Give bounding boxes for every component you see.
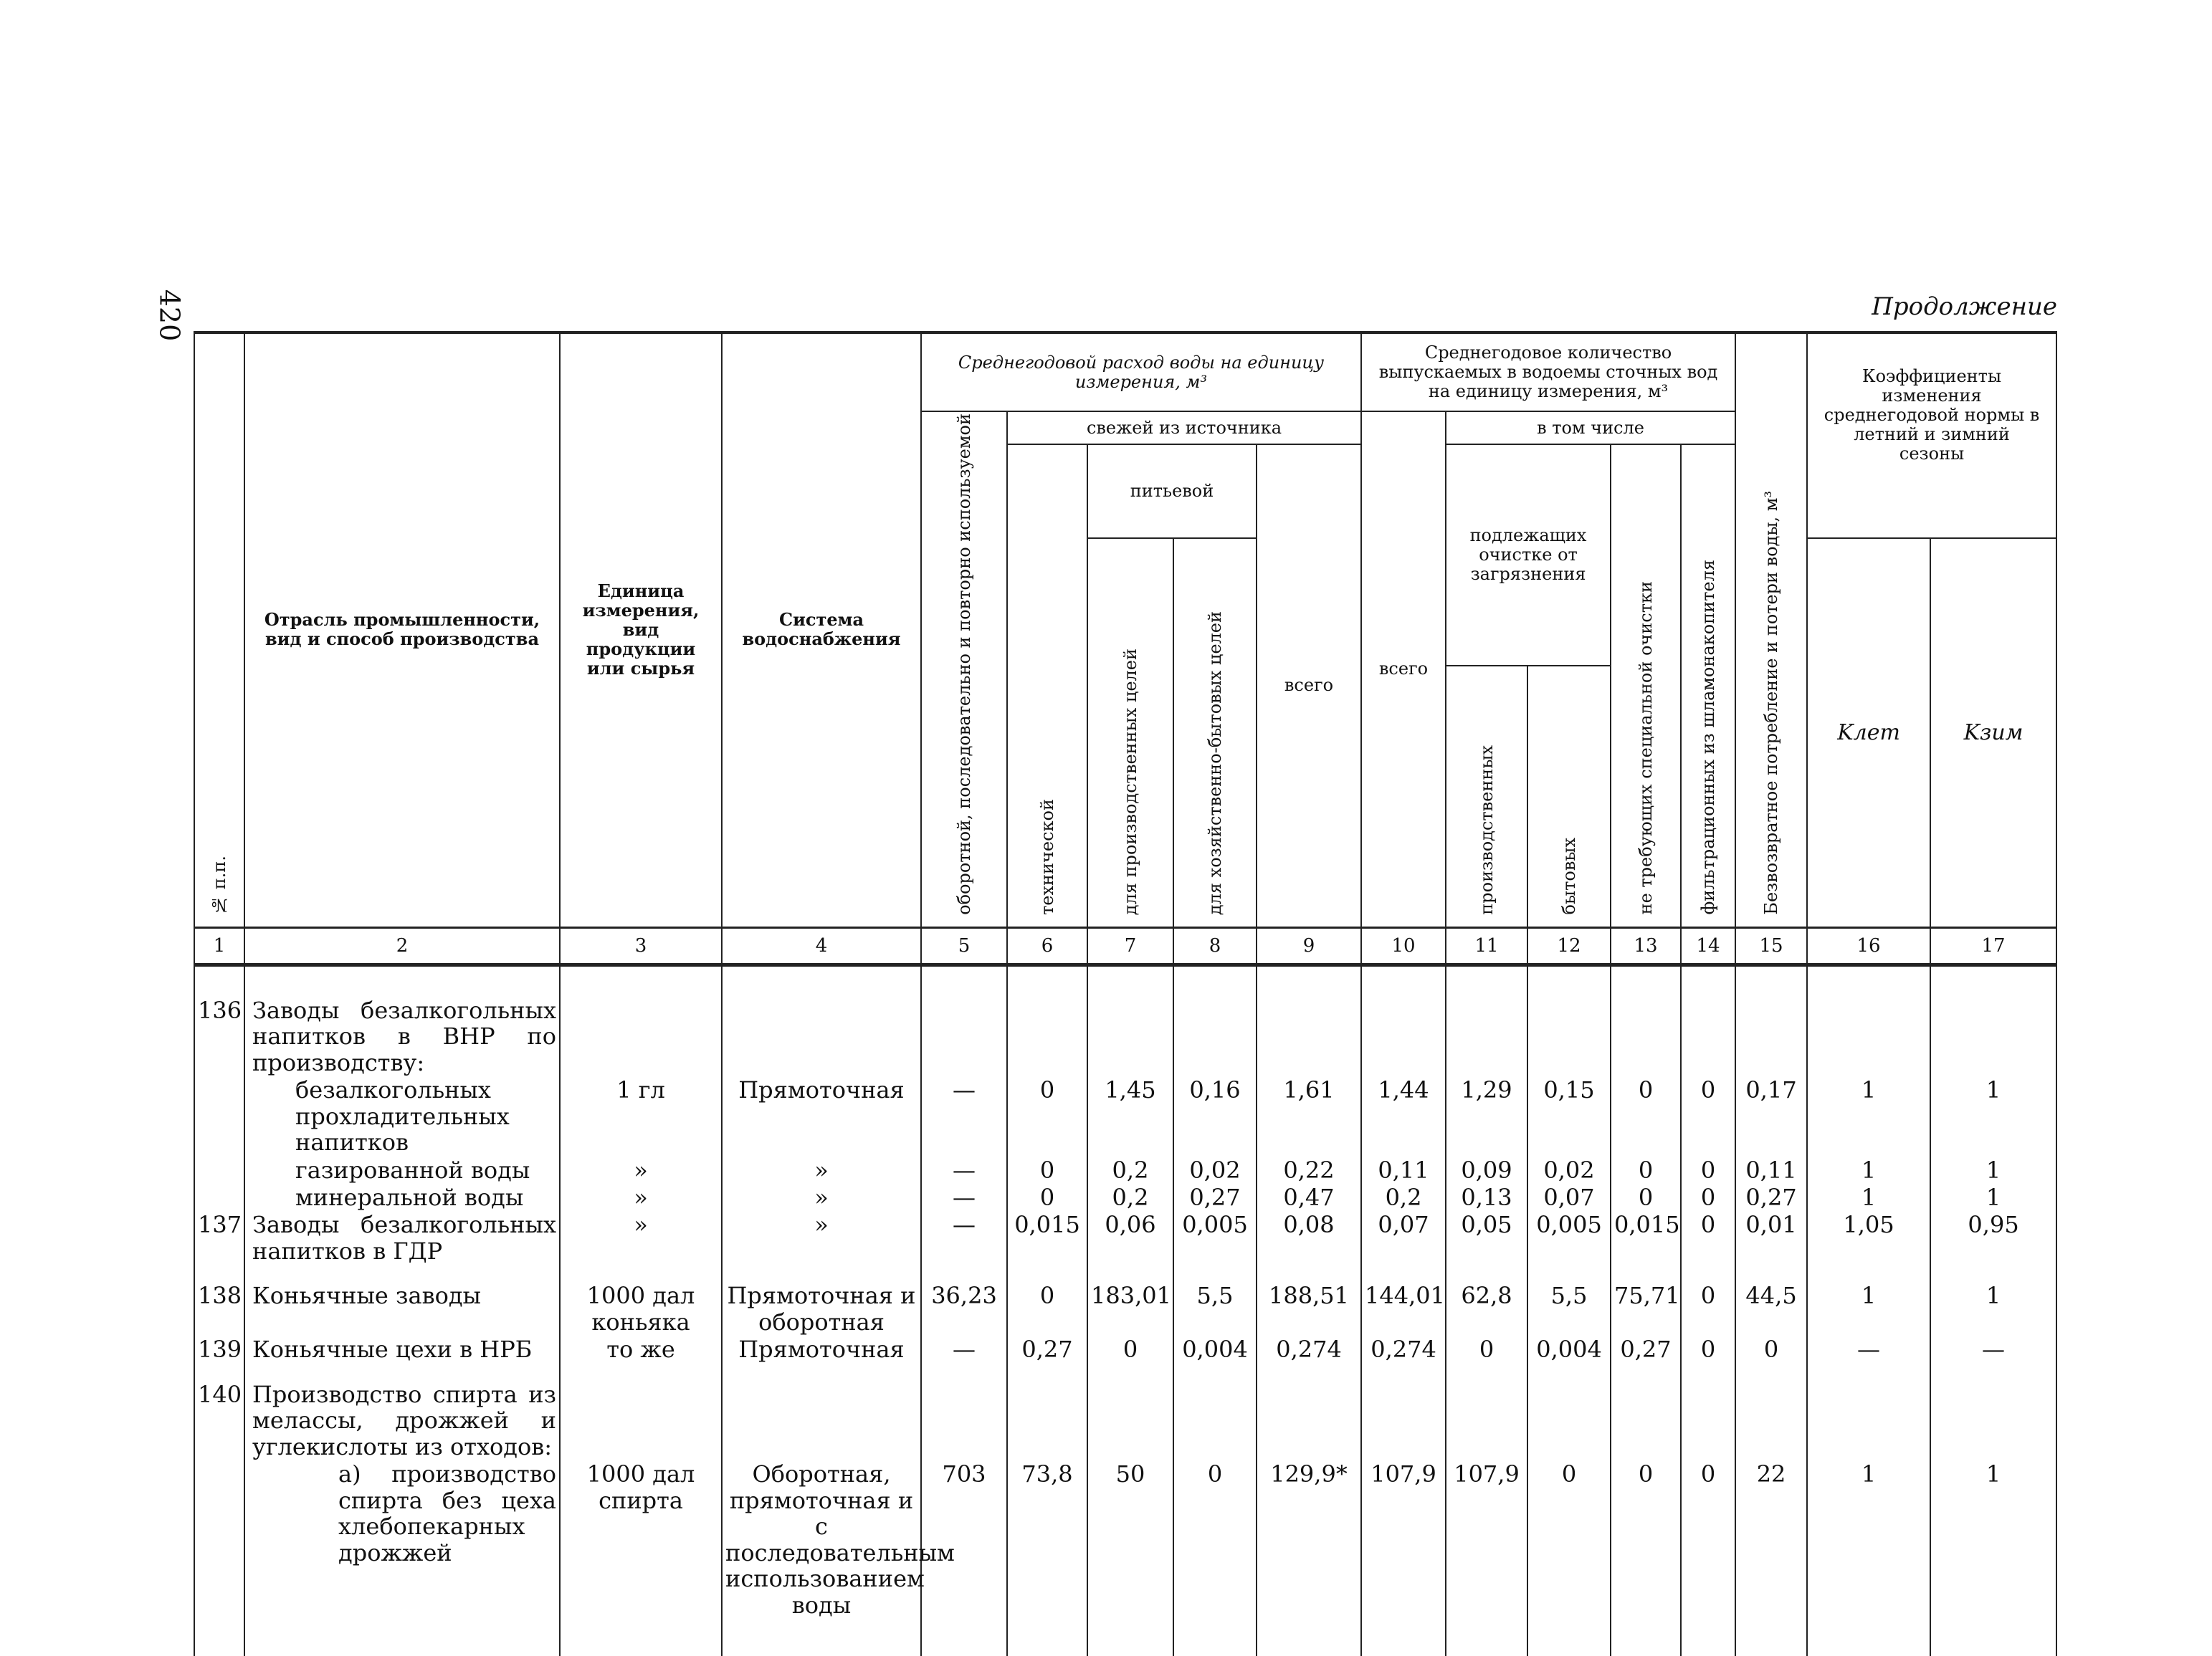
column-number: 15 [1735, 927, 1807, 965]
table-cell [1257, 997, 1361, 1076]
table-cell: » [560, 1157, 722, 1184]
table-cell [1173, 1381, 1257, 1460]
table-cell: 183,01 [1087, 1282, 1173, 1336]
table-cell: 0 [1681, 1076, 1735, 1156]
row-name: безалкогольных прохладительных напитков [244, 1076, 560, 1156]
data-table [194, 331, 2057, 1656]
header-system: Система водоснабжения [722, 332, 921, 927]
table-cell: 0 [1007, 1157, 1087, 1184]
table-row [194, 1211, 2056, 1265]
table-cell: 0,01 [1735, 1211, 1807, 1265]
table-cell: 0 [1611, 1184, 1681, 1211]
table-cell [1735, 997, 1807, 1076]
table-cell: 0,005 [1527, 1211, 1611, 1265]
table-cell: 0,2 [1087, 1184, 1173, 1211]
column-number: 5 [921, 927, 1007, 965]
table-cell: 0 [1735, 1336, 1807, 1363]
column-number: 2 [244, 927, 560, 965]
header-group-including: в том числе [1446, 411, 1735, 444]
table-cell [1681, 1381, 1735, 1460]
header-industry: Отрасль промышленности, вид и способ производства [244, 332, 560, 927]
row-index: 140 [194, 1381, 244, 1460]
table-cell: 0,15 [1527, 1076, 1611, 1156]
column-number: 11 [1446, 927, 1527, 965]
table-row [194, 1076, 2056, 1156]
table-cell: 1,05 [1807, 1211, 1930, 1265]
table-cell: — [921, 1157, 1007, 1184]
row-index [194, 1157, 244, 1184]
header-unit: Единица измерения, вид продукции или сырья [560, 332, 722, 927]
table-cell: 0,02 [1527, 1157, 1611, 1184]
table-cell: 0,05 [1446, 1211, 1527, 1265]
table-cell: 1 [1930, 1157, 2056, 1184]
table-cell: 0,16 [1173, 1076, 1257, 1156]
table-cell: 50 [1087, 1460, 1173, 1619]
table-cell: 144,01 [1361, 1282, 1446, 1336]
table-cell [722, 1381, 921, 1460]
table-cell: 0 [1681, 1184, 1735, 1211]
column-number: 7 [1087, 927, 1173, 965]
table-cell: 188,51 [1257, 1282, 1361, 1336]
row-name: газированной воды [244, 1157, 560, 1184]
table-cell: 1 [1807, 1076, 1930, 1156]
row-name: Заводы безалкогольных напитков в ГДР [244, 1211, 560, 1265]
row-index [194, 1460, 244, 1619]
table-cell [560, 1381, 722, 1460]
table-cell: 0,27 [1007, 1336, 1087, 1363]
table-cell: 0,2 [1087, 1157, 1173, 1184]
table-cell [1930, 1381, 2056, 1460]
table-cell [1807, 997, 1930, 1076]
column-number: 14 [1681, 927, 1735, 965]
table-cell: 0 [1681, 1460, 1735, 1619]
table-cell: 22 [1735, 1460, 1807, 1619]
table-cell: 0 [1087, 1336, 1173, 1363]
water-norms-table [194, 331, 2056, 1656]
table-cell: 1 [1807, 1157, 1930, 1184]
table-cell [1681, 997, 1735, 1076]
table-cell [1611, 1381, 1681, 1460]
row-index: 139 [194, 1336, 244, 1363]
table-row [194, 1157, 2056, 1184]
column-number: 8 [1173, 927, 1257, 965]
row-index [194, 1184, 244, 1211]
table-row [194, 1336, 2056, 1363]
table-cell: 0 [1681, 1336, 1735, 1363]
table-cell: 107,9 [1361, 1460, 1446, 1619]
header-technical: технической [1036, 798, 1057, 915]
table-cell: 0 [1446, 1336, 1527, 1363]
table-cell: 0,09 [1446, 1157, 1527, 1184]
table-cell: 44,5 [1735, 1282, 1807, 1336]
table-cell: 1 [1807, 1460, 1930, 1619]
table-row [194, 997, 2056, 1076]
header-index: № п.п. [209, 855, 229, 915]
header-household: для хозяйственно-бытовых целей [1204, 611, 1225, 915]
table-cell: » [560, 1211, 722, 1265]
table-cell: 62,8 [1446, 1282, 1527, 1336]
table-cell: — [921, 1211, 1007, 1265]
table-cell: 0,11 [1361, 1157, 1446, 1184]
table-cell: 129,9* [1257, 1460, 1361, 1619]
table-cell: 703 [921, 1460, 1007, 1619]
table-cell: 1 [1807, 1184, 1930, 1211]
header-group-discharge: Среднегодовое количество выпускаемых в водоемы сточных вод на единицу измерения, м³ [1361, 332, 1735, 411]
table-cell [1930, 997, 2056, 1076]
table-cell: 1 [1930, 1282, 2056, 1336]
table-cell [1807, 1381, 1930, 1460]
table-cell: 0,08 [1257, 1211, 1361, 1265]
table-cell: 0 [1007, 1282, 1087, 1336]
row-index: 137 [194, 1211, 244, 1265]
table-cell: 0,274 [1257, 1336, 1361, 1363]
table-cell: — [921, 1076, 1007, 1156]
column-number: 9 [1257, 927, 1361, 965]
table-cell: Оборотная, прямоточная и с последовательным использованием воды [722, 1460, 921, 1619]
table-cell: 0 [1611, 1157, 1681, 1184]
row-index: 136 [194, 997, 244, 1076]
table-cell: Прямоточная [722, 1336, 921, 1363]
table-cell: то же [560, 1336, 722, 1363]
table-cell: 1000 дал спирта [560, 1460, 722, 1619]
table-cell: 0 [1007, 1184, 1087, 1211]
table-cell: 0,27 [1735, 1184, 1807, 1211]
row-name: Коньячные цехи в НРБ [244, 1336, 560, 1363]
table-cell: 0,015 [1007, 1211, 1087, 1265]
table-cell [1446, 997, 1527, 1076]
column-number: 13 [1611, 927, 1681, 965]
header-no-treatment: не требующих специальной очистки [1635, 581, 1656, 915]
page-number: 420 [153, 289, 186, 342]
table-cell: 0,13 [1446, 1184, 1527, 1211]
table-cell: 0,07 [1361, 1211, 1446, 1265]
row-index: 138 [194, 1282, 244, 1336]
table-cell: 1 [1930, 1460, 2056, 1619]
table-cell: 0 [1681, 1157, 1735, 1184]
table-cell: 0 [1611, 1460, 1681, 1619]
header-group-consumption: Среднегодовой расход воды на единицу измерения, м³ [921, 332, 1361, 411]
header-industrial: производственных [1476, 745, 1497, 915]
table-cell: 0 [1173, 1460, 1257, 1619]
table-cell: 0,015 [1611, 1211, 1681, 1265]
table-cell [1735, 1381, 1807, 1460]
table-cell [1173, 997, 1257, 1076]
header-production: для производственных целей [1120, 648, 1140, 915]
header-recycled: оборотной, последовательно и повторно используемой [953, 413, 974, 915]
column-number-row [194, 927, 2056, 965]
column-number: 1 [194, 927, 244, 965]
table-cell: » [722, 1184, 921, 1211]
row-name: Коньячные заводы [244, 1282, 560, 1336]
table-cell: 75,71 [1611, 1282, 1681, 1336]
table-cell: 0,004 [1173, 1336, 1257, 1363]
table-cell [1087, 1381, 1173, 1460]
table-cell: 0,27 [1173, 1184, 1257, 1211]
table-cell: 1 [1930, 1076, 2056, 1156]
table-cell: 0 [1007, 1076, 1087, 1156]
header-group-drinking: питьевой [1087, 444, 1257, 538]
row-index [194, 1076, 244, 1156]
column-number: 17 [1930, 927, 2056, 965]
header-domestic: бытовых [1558, 838, 1579, 915]
table-cell [1446, 1381, 1527, 1460]
header-irretrievable: Безвозвратное потребление и потери воды, м³ [1760, 491, 1781, 915]
table-cell: 0 [1527, 1460, 1611, 1619]
table-cell: 73,8 [1007, 1460, 1087, 1619]
table-cell: 1,44 [1361, 1076, 1446, 1156]
continued-label: Продолжение [1872, 292, 2057, 321]
table-cell: 5,5 [1173, 1282, 1257, 1336]
table-cell: 1,29 [1446, 1076, 1527, 1156]
table-cell: 0,47 [1257, 1184, 1361, 1211]
table-row [194, 1381, 2056, 1460]
column-number: 4 [722, 927, 921, 965]
header-k-summer: Kлет [1807, 538, 1930, 927]
table-cell [1257, 1381, 1361, 1460]
row-name: Производство спирта из мелассы, дрожжей и углекислоты из отходов: [244, 1381, 560, 1460]
table-cell: 0 [1681, 1211, 1735, 1265]
table-cell: 1,61 [1257, 1076, 1361, 1156]
row-name: минеральной воды [244, 1184, 560, 1211]
table-row [194, 1460, 2056, 1619]
table-cell: — [1807, 1336, 1930, 1363]
table-cell [1361, 997, 1446, 1076]
table-cell: 107,9 [1446, 1460, 1527, 1619]
table-cell: 0,07 [1527, 1184, 1611, 1211]
table-body [194, 965, 2056, 1656]
column-number: 12 [1527, 927, 1611, 965]
header-filtration: фильтрационных из шламонакопителя [1697, 560, 1718, 915]
table-cell: Прямоточная и оборотная [722, 1282, 921, 1336]
table-cell [722, 997, 921, 1076]
header-group-coefficients: Коэффициенты изменения среднегодовой нормы в летний и зимний сезоны [1807, 332, 2056, 538]
table-cell [921, 1381, 1007, 1460]
table-cell: 0,005 [1173, 1211, 1257, 1265]
column-number: 6 [1007, 927, 1087, 965]
table-cell: 1 гл [560, 1076, 722, 1156]
table-cell: 0,95 [1930, 1211, 2056, 1265]
table-cell: 0,06 [1087, 1211, 1173, 1265]
table-row [194, 1282, 2056, 1336]
header-group-fresh: свежей из источника [1007, 411, 1361, 444]
table-cell [560, 997, 722, 1076]
row-name: Заводы безалкогольных напитков в ВНР по производству: [244, 997, 560, 1076]
table-cell: 1 [1930, 1184, 2056, 1211]
column-number: 10 [1361, 927, 1446, 965]
table-cell: 1000 дал коньяка [560, 1282, 722, 1336]
table-cell [1007, 1381, 1087, 1460]
table-cell: 5,5 [1527, 1282, 1611, 1336]
column-number: 3 [560, 927, 722, 965]
table-cell [1087, 997, 1173, 1076]
column-number: 16 [1807, 927, 1930, 965]
table-cell: » [722, 1211, 921, 1265]
table-cell: 0,004 [1527, 1336, 1611, 1363]
header-discharge-total: всего [1361, 411, 1446, 927]
table-cell [921, 997, 1007, 1076]
table-cell: 0,11 [1735, 1157, 1807, 1184]
table-cell: — [921, 1184, 1007, 1211]
table-cell [1527, 1381, 1611, 1460]
header-total: всего [1257, 444, 1361, 927]
table-cell: — [1930, 1336, 2056, 1363]
table-cell [1611, 997, 1681, 1076]
table-cell: 1,45 [1087, 1076, 1173, 1156]
table-cell: » [560, 1184, 722, 1211]
header-k-winter: Kзим [1930, 538, 2056, 927]
row-name: а) производство спирта без цеха хлебопекарных дрожжей [244, 1460, 560, 1619]
table-cell: 0,27 [1611, 1336, 1681, 1363]
table-cell: 0 [1681, 1282, 1735, 1336]
table-cell: » [722, 1157, 921, 1184]
table-cell: 0,22 [1257, 1157, 1361, 1184]
table-cell: 0,02 [1173, 1157, 1257, 1184]
table-row [194, 1184, 2056, 1211]
table-cell: 0,274 [1361, 1336, 1446, 1363]
table-cell: 0,17 [1735, 1076, 1807, 1156]
table-cell: — [921, 1336, 1007, 1363]
table-cell [1007, 997, 1087, 1076]
table-cell: 1 [1807, 1282, 1930, 1336]
table-cell: 0 [1611, 1076, 1681, 1156]
table-cell: 0,2 [1361, 1184, 1446, 1211]
table-cell: Прямоточная [722, 1076, 921, 1156]
table-cell: 36,23 [921, 1282, 1007, 1336]
table-cell [1527, 997, 1611, 1076]
table-cell [1361, 1381, 1446, 1460]
header-group-subject-cleaning: подлежащих очистке от загрязнения [1446, 444, 1611, 666]
